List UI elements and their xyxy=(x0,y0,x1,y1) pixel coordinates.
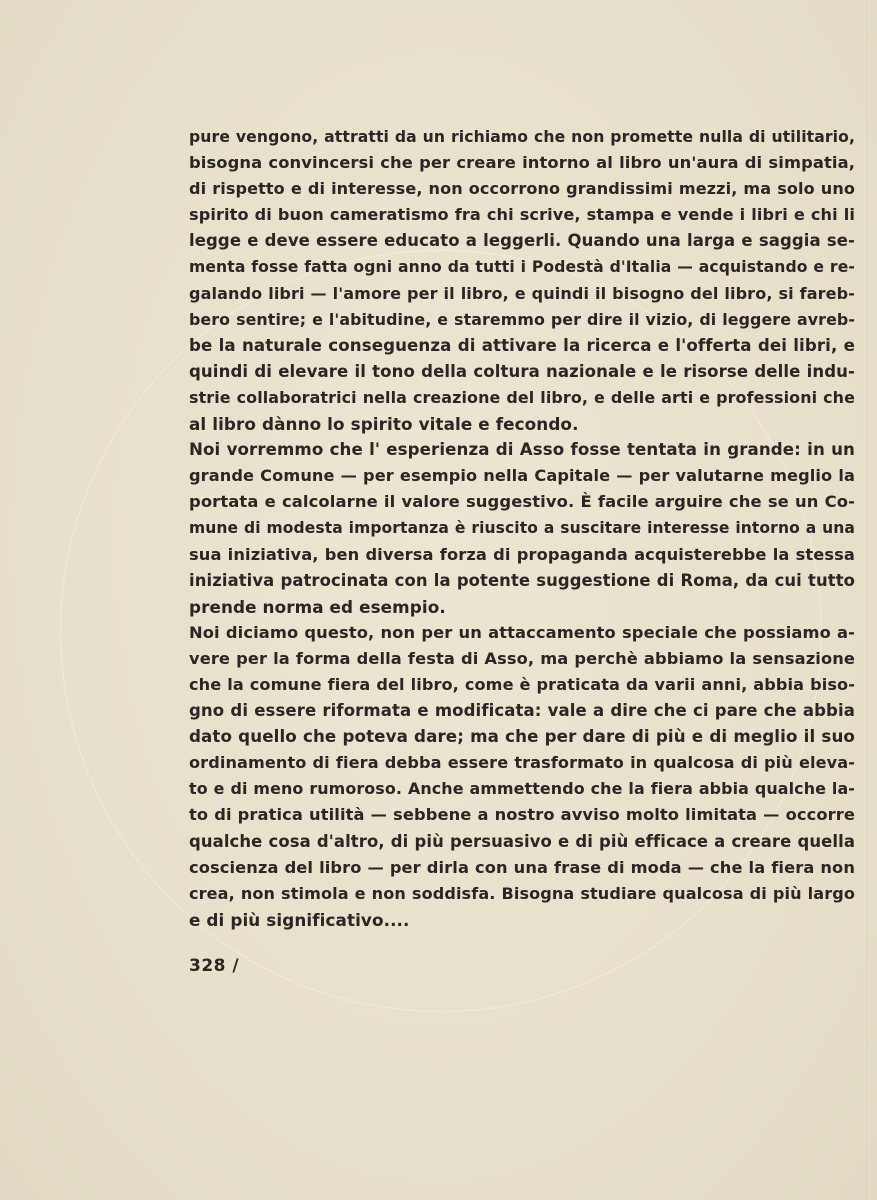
text-line: di rispetto e di interesse, non occorrono grandissimi mezzi, ma solo uno xyxy=(189,179,855,199)
text-line: menta fosse fatta ogni anno da tutti i Podestà d'Italia — acquistando e re- xyxy=(189,258,855,277)
paragraph-1 xyxy=(189,124,855,437)
page-number: 328 / xyxy=(189,956,240,976)
text-line: qualche cosa d'altro, di più persuasivo e di più efficace a creare quella xyxy=(189,831,855,851)
text-line: bero sentire; e l'abitudine, e staremmo per dire il vizio, di leggere avreb- xyxy=(189,309,855,329)
text-line: al libro dànno lo spirito vitale e fecondo. xyxy=(189,414,579,435)
text-line: grande Comune — per esempio nella Capitale — per valutarne meglio la xyxy=(189,466,855,486)
text-line: coscienza del libro — per dirla con una frase di moda — che la fiera non xyxy=(189,857,855,877)
text-line: Noi vorremmo che l' esperienza di Asso fosse tentata in grande: in un xyxy=(189,440,855,460)
text-line: be la naturale conseguenza di attivare la ricerca e l'offerta dei libri, e xyxy=(189,335,855,355)
text-line: vere per la forma della festa di Asso, ma perchè abbiamo la sensazione xyxy=(189,648,855,668)
text-line: sua iniziativa, ben diversa forza di propaganda acquisterebbe la stessa xyxy=(189,544,855,564)
text-line: strie collaboratrici nella creazione del libro, e delle arti e professioni che xyxy=(189,387,855,407)
text-line: bisogna convincersi che per creare intorno al libro un'aura di simpatia, xyxy=(189,153,855,173)
text-line: ordinamento di fiera debba essere trasformato in qualcosa di più eleva- xyxy=(189,753,855,773)
text-line: to di pratica utilità — sebbene a nostro avviso molto limitata — occorre xyxy=(189,805,855,825)
paragraph-3 xyxy=(189,620,855,933)
text-line: quindi di elevare il tono della coltura nazionale e le risorse delle indu- xyxy=(189,361,855,381)
page-edge xyxy=(867,0,869,1200)
text-line: iniziativa patrocinata con la potente suggestione di Roma, da cui tutto xyxy=(189,570,855,590)
text-line: che la comune fiera del libro, come è praticata da varii anni, abbia biso- xyxy=(189,674,855,694)
text-line: portata e calcolarne il valore suggestivo. È facile arguire che se un Co- xyxy=(189,492,855,512)
text-line: e di più significativo.... xyxy=(189,909,410,930)
text-line: gno di essere riformata e modificata: vale a dire che ci pare che abbia xyxy=(189,701,855,721)
text-line: legge e deve essere educato a leggerli. Quando una larga e saggia se- xyxy=(189,231,855,251)
body-text xyxy=(189,124,855,933)
text-line: to e di meno rumoroso. Anche ammettendo che la fiera abbia qualche la- xyxy=(189,779,855,799)
text-line: pure vengono, attratti da un richiamo che non promette nulla di utilitario, xyxy=(189,127,855,146)
text-line: crea, non stimola e non soddisfa. Bisogna studiare qualcosa di più largo xyxy=(189,883,855,903)
text-line: spirito di buon cameratismo fra chi scrive, stampa e vende i libri e chi li xyxy=(189,205,855,225)
text-line: Noi diciamo questo, non per un attaccamento speciale che possiamo a- xyxy=(189,622,855,642)
text-line: prende norma ed esempio. xyxy=(189,596,446,617)
text-line: dato quello che poteva dare; ma che per dare di più e di meglio il suo xyxy=(189,727,855,747)
paragraph-2 xyxy=(189,437,855,620)
text-line: mune di modesta importanza è riuscito a suscitare interesse intorno a una xyxy=(189,519,855,538)
text-line: galando libri — l'amore per il libro, e quindi il bisogno del libro, si fareb- xyxy=(189,283,855,303)
